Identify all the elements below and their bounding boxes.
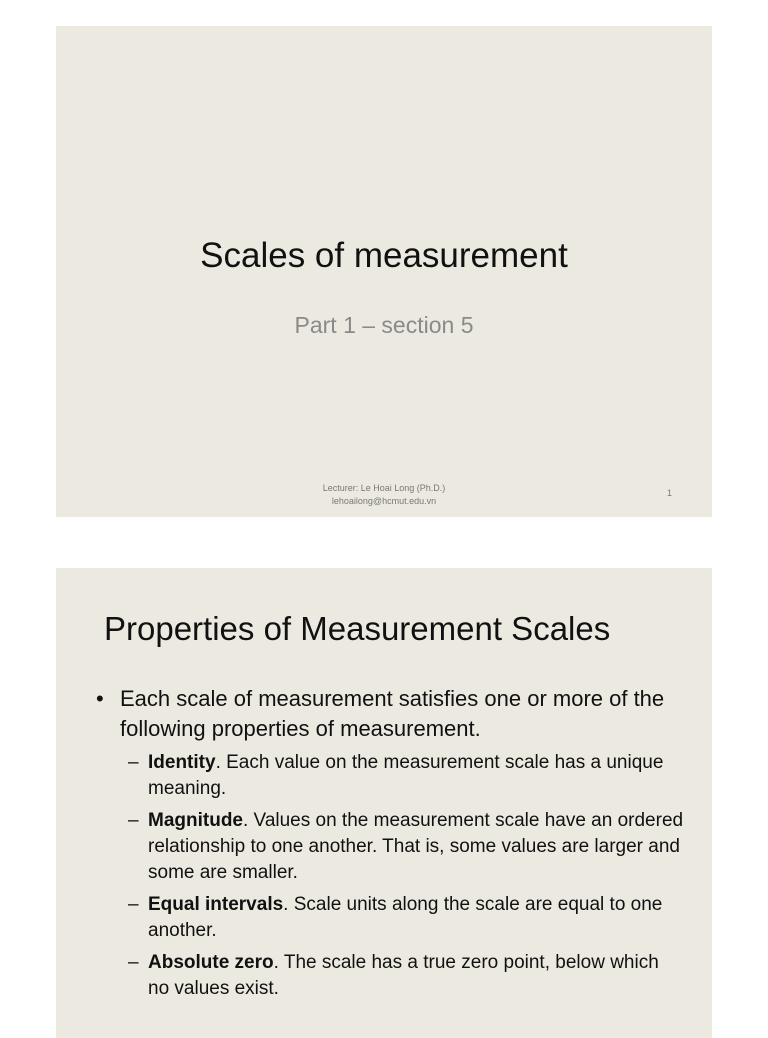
dash-icon: – (128, 810, 139, 831)
slide-2 (56, 568, 712, 1038)
property-term: Magnitude (148, 810, 243, 831)
dash-icon: – (128, 952, 139, 973)
properties-list (128, 750, 684, 1008)
slide-number: 1 (666, 488, 672, 498)
slide-1-footer (56, 482, 712, 508)
main-bullet (96, 684, 676, 744)
property-item (128, 950, 684, 1002)
slide-1 (56, 26, 712, 517)
property-term: Equal intervals (148, 894, 284, 915)
slide-2-title: Properties of Measurement Scales (104, 610, 611, 647)
property-description: . The scale has a true zero point, below which no values exist. (148, 952, 659, 999)
dash-icon: – (128, 894, 139, 915)
main-bullet-text: Each scale of measurement satisfies one or more of the following properties of measurement. (120, 686, 665, 741)
property-item (128, 808, 684, 886)
dash-icon: – (128, 752, 139, 773)
property-description: . Scale units along the scale are equal to one another. (148, 894, 663, 941)
slide-1-subtitle: Part 1 – section 5 (294, 312, 474, 338)
lecturer-name: Lecturer: Le Hoai Long (Ph.D.) (322, 483, 446, 493)
property-description: . Values on the measurement scale have an ordered relationship to one another. That is, some values are larger and some are smaller. (148, 810, 684, 883)
property-term: Absolute zero (148, 952, 274, 973)
property-item (128, 892, 684, 944)
lecturer-email: lehoailong@hcmut.edu.vn (331, 496, 437, 506)
property-item (128, 750, 684, 802)
slide-1-title: Scales of measurement (200, 236, 568, 275)
bullet-dot-icon: • (96, 686, 104, 711)
property-description: . Each value on the measurement scale has a unique meaning. (148, 752, 664, 799)
property-term: Identity (148, 752, 216, 773)
